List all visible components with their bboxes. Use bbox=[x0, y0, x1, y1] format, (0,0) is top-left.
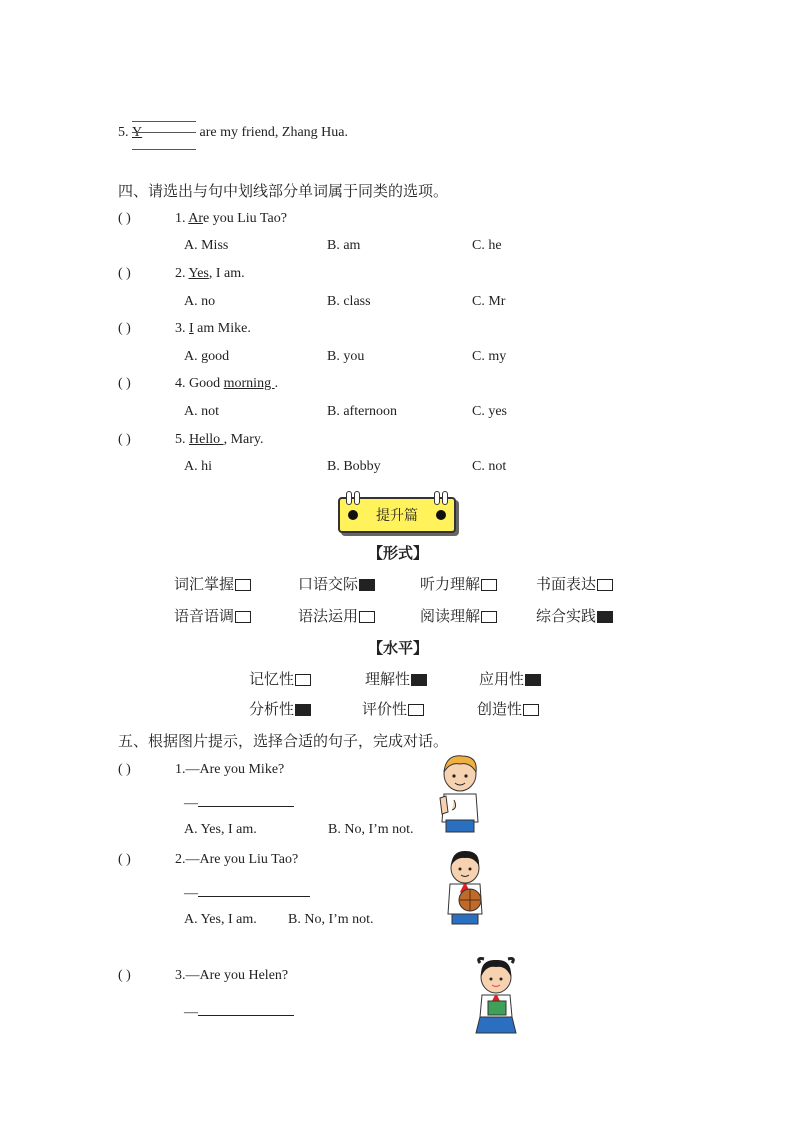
boy-liu-tao-illustration bbox=[440, 848, 490, 928]
option-a[interactable]: A. no bbox=[184, 294, 216, 309]
option-b[interactable]: B. No, I’m not. bbox=[328, 822, 414, 837]
answer-paren[interactable]: ( ) bbox=[118, 762, 131, 777]
question-text: 3. I am Mike. bbox=[175, 321, 251, 336]
banner-label: 提升篇 bbox=[376, 508, 418, 524]
form-item[interactable]: 语法运用 bbox=[298, 605, 375, 626]
level-heading: 【水平】 bbox=[368, 639, 429, 657]
q5-line: 5. Y are my friend, Zhang Hua. bbox=[118, 125, 348, 141]
option-b[interactable]: B. afternoon bbox=[327, 404, 397, 419]
checkbox-icon bbox=[359, 579, 375, 591]
level-item[interactable]: 分析性 bbox=[249, 698, 311, 719]
checkbox-icon bbox=[295, 704, 311, 716]
level-item[interactable]: 理解性 bbox=[365, 668, 427, 689]
answer-paren[interactable]: ( ) bbox=[118, 852, 131, 867]
option-b[interactable]: B. Bobby bbox=[327, 459, 381, 474]
option-a[interactable]: A. Yes, I am. bbox=[184, 912, 257, 927]
checkbox-icon bbox=[525, 674, 541, 686]
form-item[interactable]: 口语交际 bbox=[298, 573, 375, 594]
form-item[interactable]: 阅读理解 bbox=[420, 605, 497, 626]
section-4-title: 四、请选出与句中划线部分单词属于同类的选项。 bbox=[118, 182, 449, 200]
answer-paren[interactable]: ( ) bbox=[118, 211, 131, 226]
answer-paren[interactable]: ( ) bbox=[118, 266, 131, 281]
question-text: 5. Hello , Mary. bbox=[175, 432, 264, 447]
girl-helen-illustration bbox=[470, 955, 522, 1041]
answer-line[interactable]: — bbox=[184, 792, 294, 812]
section-5-title: 五、根据图片提示，选择合适的句子，完成对话。 bbox=[118, 732, 449, 750]
form-item[interactable]: 综合实践 bbox=[536, 605, 613, 626]
answer-paren[interactable]: ( ) bbox=[118, 321, 131, 336]
checkbox-icon bbox=[235, 611, 251, 623]
question-text: 3.—Are you Helen? bbox=[175, 968, 289, 983]
checkbox-icon bbox=[481, 579, 497, 591]
checkbox-icon bbox=[523, 704, 539, 716]
option-c[interactable]: C. yes bbox=[472, 404, 507, 419]
option-a[interactable]: A. not bbox=[184, 404, 219, 419]
answer-line[interactable]: — bbox=[184, 882, 310, 902]
checkbox-icon bbox=[408, 704, 424, 716]
boy-mike-illustration bbox=[432, 752, 488, 840]
question-text: 1.—Are you Mike? bbox=[175, 762, 285, 777]
answer-line[interactable]: — bbox=[184, 1001, 294, 1021]
form-item[interactable]: 语音语调 bbox=[174, 605, 251, 626]
option-c[interactable]: C. not bbox=[472, 459, 507, 474]
option-a[interactable]: A. good bbox=[184, 349, 230, 364]
form-item[interactable]: 听力理解 bbox=[420, 573, 497, 594]
option-c[interactable]: C. he bbox=[472, 238, 502, 253]
q5-blank: Y bbox=[132, 125, 196, 141]
form-heading: 【形式】 bbox=[368, 544, 429, 562]
level-item[interactable]: 创造性 bbox=[477, 698, 539, 719]
answer-paren[interactable]: ( ) bbox=[118, 968, 131, 983]
option-a[interactable]: A. Miss bbox=[184, 238, 229, 253]
form-item[interactable]: 词汇掌握 bbox=[174, 573, 251, 594]
answer-paren[interactable]: ( ) bbox=[118, 376, 131, 391]
question-text: 2. Yes, I am. bbox=[175, 266, 245, 281]
option-b[interactable]: B. No, I’m not. bbox=[288, 912, 374, 927]
level-item[interactable]: 评价性 bbox=[362, 698, 424, 719]
question-text: 1. Are you Liu Tao? bbox=[175, 211, 287, 226]
bullet-icon bbox=[436, 510, 446, 520]
option-a[interactable]: A. hi bbox=[184, 459, 212, 474]
question-text: 4. Good morning . bbox=[175, 376, 279, 391]
checkbox-icon bbox=[597, 611, 613, 623]
option-c[interactable]: C. Mr bbox=[472, 294, 506, 309]
checkbox-icon bbox=[235, 579, 251, 591]
level-banner bbox=[338, 497, 456, 533]
option-b[interactable]: B. am bbox=[327, 238, 361, 253]
form-item[interactable]: 书面表达 bbox=[536, 573, 613, 594]
option-b[interactable]: B. you bbox=[327, 349, 365, 364]
answer-paren[interactable]: ( ) bbox=[118, 432, 131, 447]
level-item[interactable]: 记忆性 bbox=[249, 668, 311, 689]
checkbox-icon bbox=[481, 611, 497, 623]
level-item[interactable]: 应用性 bbox=[479, 668, 541, 689]
option-b[interactable]: B. class bbox=[327, 294, 371, 309]
checkbox-icon bbox=[411, 674, 427, 686]
option-a[interactable]: A. Yes, I am. bbox=[184, 822, 257, 837]
checkbox-icon bbox=[597, 579, 613, 591]
question-text: 2.—Are you Liu Tao? bbox=[175, 852, 299, 867]
checkbox-icon bbox=[359, 611, 375, 623]
checkbox-icon bbox=[295, 674, 311, 686]
option-c[interactable]: C. my bbox=[472, 349, 507, 364]
